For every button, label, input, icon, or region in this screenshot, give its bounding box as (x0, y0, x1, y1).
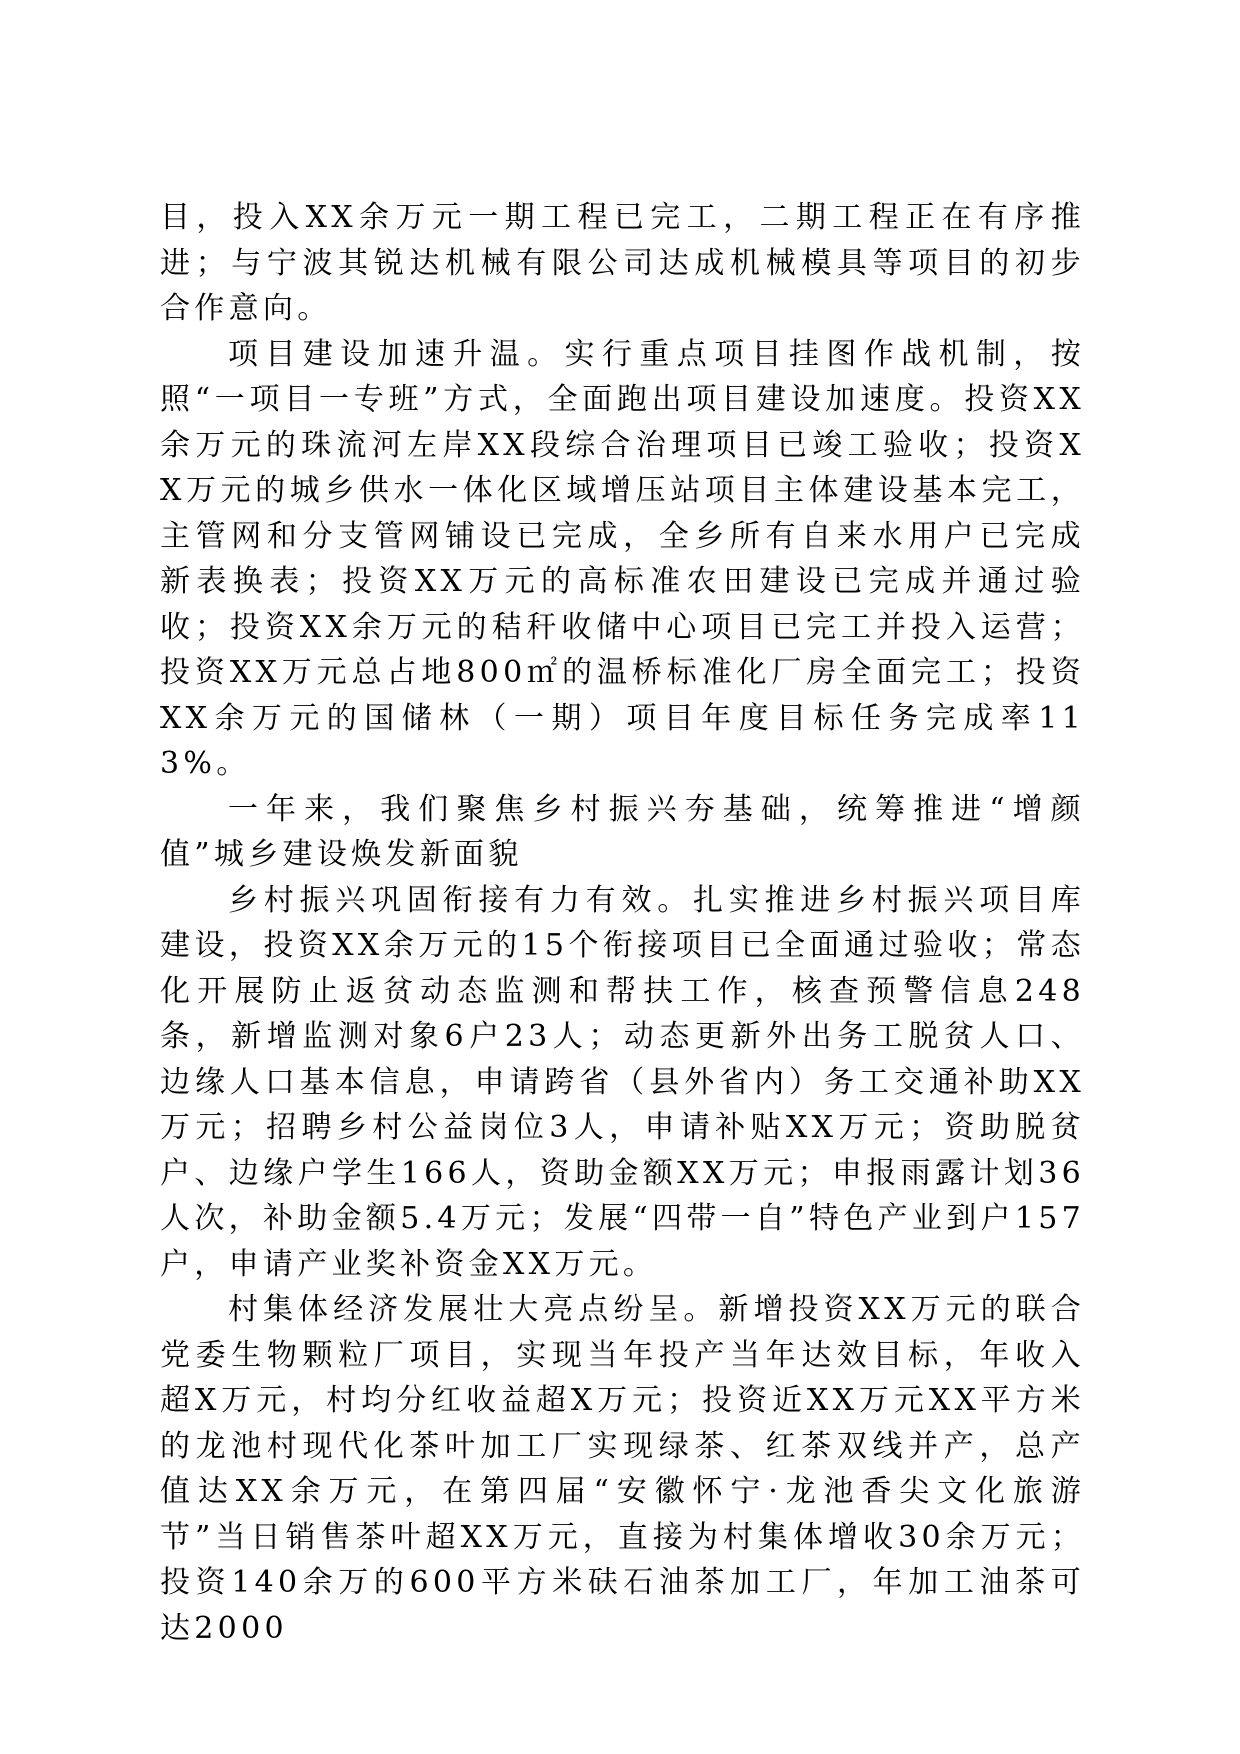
paragraph-project-continuation: 目，投入XX余万元一期工程已完工，二期工程正在有序推进；与宁波其锐达机械有限公司达成机械模具等项目的初步合作意向。 (160, 200, 1085, 326)
paragraph-project-construction: 项目建设加速升温。实行重点项目挂图作战机制，按照“一项目一专班”方式，全面跑出项目建设加速度。投资XX余万元的珠流河左岸XX段综合治理项目已竣工验收；投资XX万元的城乡供水一体化区域增压站项目主体建设基本完工，主管网和分支管网铺设已完成，全乡所有自来水用户已完成新表换表；投资XX万元的高标准农田建设已完成并通过验收；投资XX余万元的秸秆收储中心项目已完工并投入运营；投资XX万元总占地800㎡的温桥标准化厂房全面完工；投资XX余万元的国储林（一期）项目年度目标任务完成率113%。 (160, 336, 1085, 781)
paragraph-rural-revitalization-heading: 一年来，我们聚焦乡村振兴夯基础，统筹推进“增颜值”城乡建设焕发新面貌 (160, 791, 1085, 872)
paragraph-rural-revitalization: 乡村振兴巩固衔接有力有效。扎实推进乡村振兴项目库建设，投资XX余万元的15个衔接项目已全面通过验收；常态化开展防止返贫动态监测和帮扶工作，核查预警信息248条，新增监测对象6户23人；动态更新外出务工脱贫人口、边缘人口基本信息，申请跨省（县外省内）务工交通补助XX万元；招聘乡村公益岗位3人，申请补贴XX万元；资助脱贫户、边缘户学生166人，资助金额XX万元；申报雨露计划36人次，补助金额5.4万元；发展“四带一自”特色产业到户157户，申请产业奖补资金XX万元。 (160, 882, 1085, 1282)
document-page (160, 195, 1085, 1651)
paragraph-collective-economy: 村集体经济发展壮大亮点纷呈。新增投资XX万元的联合党委生物颗粒厂项目，实现当年投产当年达效目标，年收入超X万元，村均分红收益超X万元；投资近XX万元XX平方米的龙池村现代化茶叶加工厂实现绿茶、红茶双线并产，总产值达XX余万元，在第四届“安徽怀宁·龙池香尖文化旅游节”当日销售茶叶超XX万元，直接为村集体增收30余万元；投资140余万的600平方米砆石油茶加工厂，年加工油茶可达2000 (160, 1292, 1085, 1646)
